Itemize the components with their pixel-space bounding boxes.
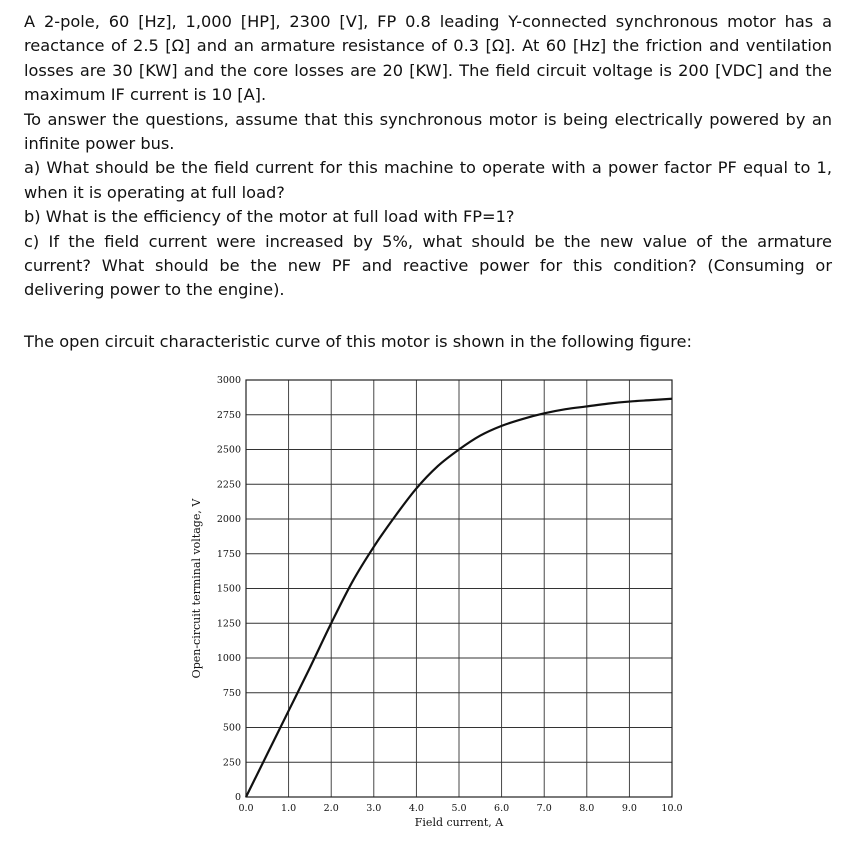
y-tick-label: 2750	[216, 409, 241, 421]
x-tick-label: 10.0	[661, 803, 683, 814]
x-tick-label: 7.0	[536, 803, 552, 814]
chart-ticks	[217, 375, 683, 814]
chart-grid	[246, 380, 672, 797]
x-tick-label: 6.0	[494, 803, 510, 814]
y-tick-label: 2250	[216, 479, 241, 491]
x-tick-label: 1.0	[281, 803, 297, 814]
x-tick-label: 0.0	[238, 803, 254, 814]
problem-paragraph-intro: A 2-pole, 60 [Hz], 1,000 [HP], 2300 [V], FP 0.8 leading Y-connected synchronous motor has a reactance of 2.5 [Ω] and an armature resistance of 0.3 [Ω]. At 60 [Hz] the friction and ventilation losses are 30 [KW] and the core losses are 20 [KW]. The field circuit voltage is 200 [VDC] and the maximum IF current is 10 [A].	[24, 12, 832, 105]
y-tick-label: 0	[234, 792, 241, 803]
y-tick-label: 2500	[216, 444, 241, 456]
question-a: a) What should be the field current for this machine to operate with a power factor PF equal to 1, when it is operating at full load?	[24, 158, 832, 202]
y-tick-label: 1000	[216, 653, 241, 664]
x-tick-label: 9.0	[621, 803, 637, 814]
y-tick-label: 750	[222, 687, 241, 699]
y-tick-label: 3000	[216, 375, 241, 386]
y-tick-label: 1500	[216, 583, 241, 595]
y-axis-label: Open-circuit terminal voltage, V	[190, 498, 203, 679]
y-tick-label: 2000	[216, 514, 241, 525]
y-tick-label: 1250	[216, 618, 241, 630]
question-c: c) If the field current were increased by 5%, what should be the new value of the armature current? What should be the new PF and reactive power for this condition? (Consuming or delivering power to the engine).	[24, 231, 832, 300]
problem-paragraph-assumption: To answer the questions, assume that this synchronous motor is being electrically powered by an infinite power bus.	[24, 109, 832, 154]
x-axis-label: Field current, A	[414, 816, 504, 829]
y-tick-label: 1750	[216, 548, 241, 560]
x-tick-label: 4.0	[408, 803, 424, 814]
x-tick-label: 8.0	[579, 803, 595, 814]
y-tick-label: 250	[222, 757, 241, 769]
x-tick-label: 3.0	[366, 803, 382, 814]
x-tick-label: 5.0	[451, 803, 467, 814]
y-tick-label: 500	[222, 722, 241, 734]
figure-caption: The open circuit characteristic curve of this motor is shown in the following figure:	[24, 332, 692, 351]
x-tick-label: 2.0	[323, 803, 339, 814]
question-b: b) What is the efficiency of the motor at full load with FP=1?	[24, 207, 515, 227]
